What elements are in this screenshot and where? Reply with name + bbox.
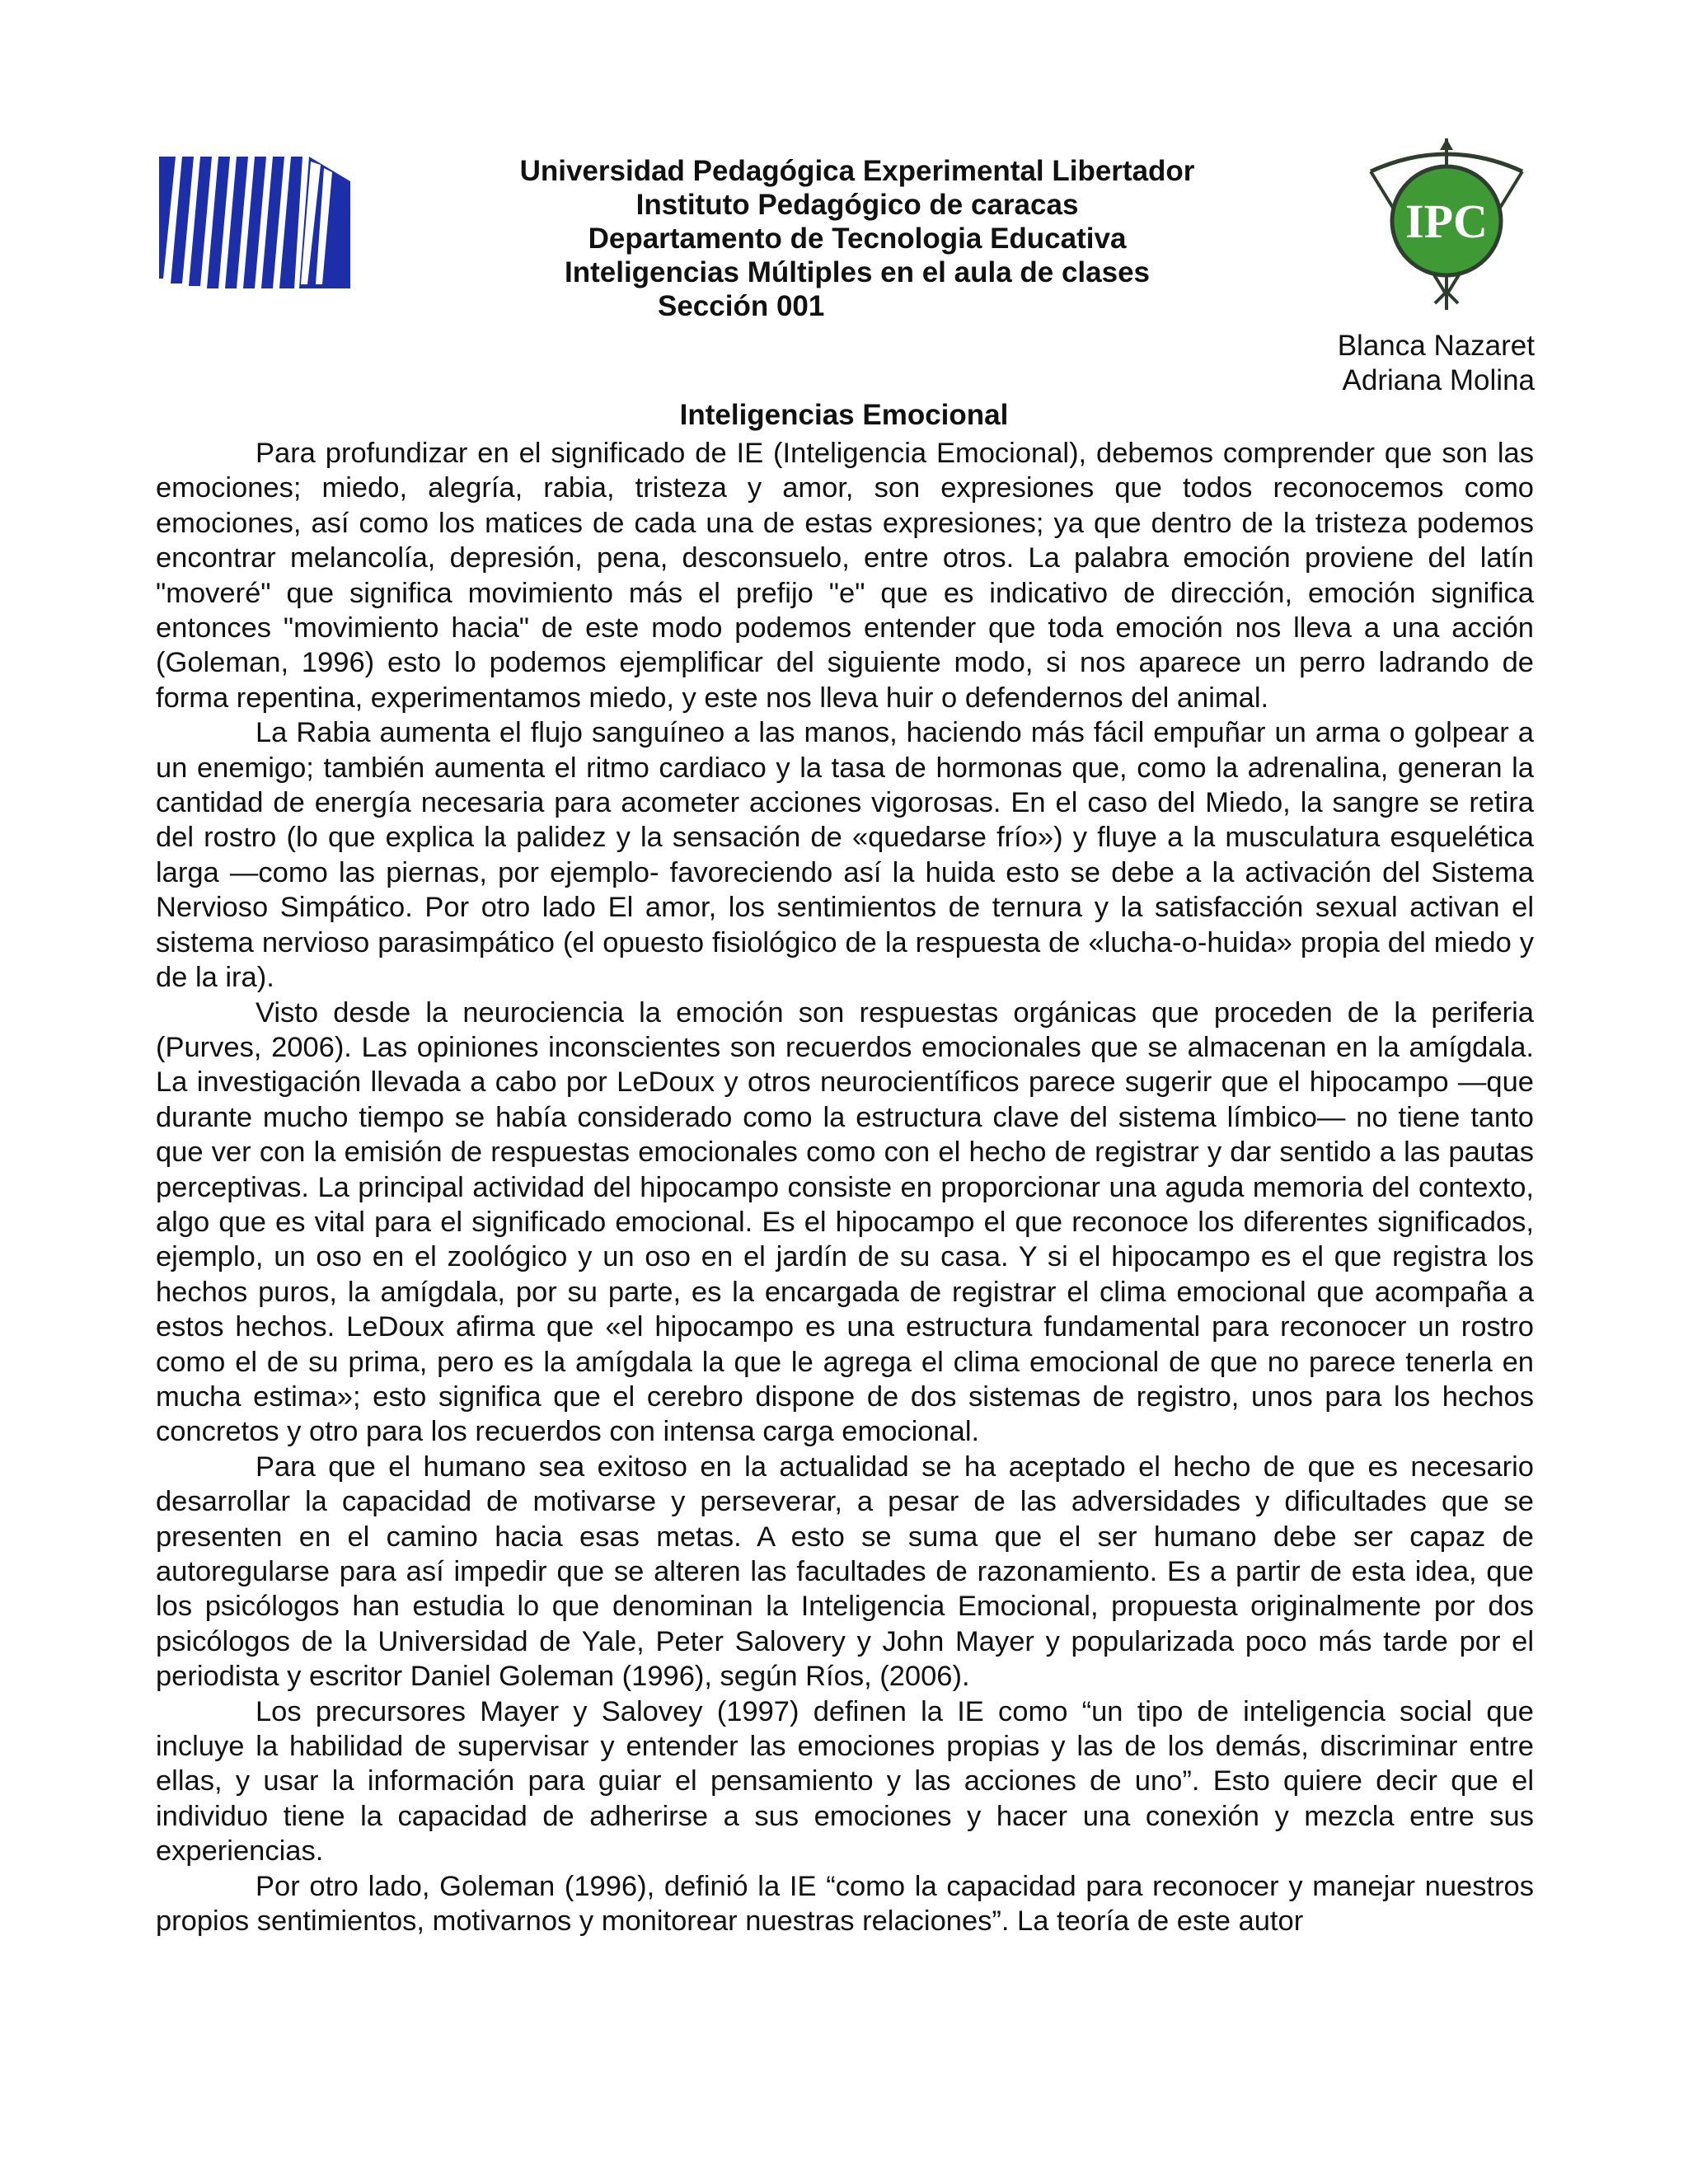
paragraph: La Rabia aumenta el flujo sanguíneo a las manos, haciendo más fácil empuñar un arma o golpear a un enemigo; también aumenta el ritmo cardiaco y la tasa de hormonas que, como la adrenalina, generan la cantidad de energía necesaria para acometer acciones vigorosas. En el caso del Miedo, la sangre se retira del rostro (lo que explica la palidez y la sensación de «quedarse frío») y fluye a la musculatura esquelética larga —como las piernas, por ejemplo- favoreciendo así la huida esto se debe a la activación del Sistema Nervioso Simpático. Por otro lado El amor, los sentimientos de ternura y la satisfacción sexual activan el sistema nervioso parasimpático (el opuesto fisiológico de la respuesta de «lucha-o-huida» propia del miedo y de la ira).	[156, 717, 1534, 994]
header-institute: Instituto Pedagógico de caracas	[635, 189, 1079, 221]
paragraph: Los precursores Mayer y Salovey (1997) definen la IE como “un tipo de inteligencia social que incluye la habilidad de supervisar y entender las emociones propias y las de los demás, discriminar entre ellas, y usar la información para guiar el pensamiento y las acciones de uno”. Esto quiere decir que el individuo tiene la capacidad de adherirse a sus emociones y hacer una conexión y mezcla entre sus experiencias.	[156, 1695, 1534, 1868]
ipc-logo-text: IPC	[1405, 194, 1488, 248]
paragraph: Para que el humano sea exitoso en la actualidad se ha aceptado el hecho de que es necesario desarrollar la capacidad de motivarse y perseverar, a pesar de las adversidades y dificultades que se presenten en el camino hacia esas metas. A esto se suma que el ser humano debe ser capaz de autoregularse para así impedir que se alteren las facultades de razonamiento. Es a partir de esta idea, que los psicólogos han estudia lo que denominan la Inteligencia Emocional, propuesta originalmente por dos psicólogos de la Universidad de Yale, Peter Salovery y John Mayer y popularizada poco más tarde por el periodista y escritor Daniel Goleman (1996), según Ríos, (2006).	[156, 1451, 1534, 1693]
document-title: Inteligencias Emocional	[679, 399, 1009, 431]
header-university: Universidad Pedagógica Experimental Libertador	[519, 155, 1195, 187]
header-section: Sección 001	[658, 290, 825, 322]
header-department: Departamento de Tecnologia Educativa	[588, 223, 1127, 255]
author-name: Blanca Nazaret	[1337, 330, 1535, 362]
paragraph: Por otro lado, Goleman (1996), definió la IE “como la capacidad para reconocer y manejar nuestros propios sentimientos, motivarnos y monitorear nuestras relaciones”. La teoría de este autor	[156, 1870, 1534, 1938]
upel-logo-icon	[159, 157, 350, 288]
paragraph: Para profundizar en el significado de IE (Inteligencia Emocional), debemos comprender que son las emociones; miedo, alegría, rabia, tristeza y amor, son expresiones que todos reconocemos como emociones, así como los matices de cada una de estas expresiones; ya que dentro de la tristeza podemos encontrar melancolía, depresión, pena, desconsuelo, entre otros. La palabra emoción proviene del latín "moveré" que significa movimiento más el prefijo "e" que es indicativo de dirección, emoción significa entonces "movimiento hacia" de este modo podemos entender que toda emoción nos lleva a una acción (Goleman, 1996) esto lo podemos ejemplificar del siguiente modo, si nos aparece un perro ladrando de forma repentina, experimentamos miedo, y este nos lleva huir o defendernos del animal.	[156, 438, 1534, 714]
ipc-logo-icon	[1364, 138, 1529, 310]
authors-block	[1338, 329, 1535, 398]
author-name: Adriana Molina	[1342, 364, 1535, 396]
institution-header	[462, 154, 1253, 323]
document-body	[156, 436, 1534, 1938]
header-course: Inteligencias Múltiples en el aula de clases	[565, 256, 1150, 288]
paragraph: Visto desde la neurociencia la emoción son respuestas orgánicas que proceden de la periferia (Purves, 2006). Las opiniones inconscientes son recuerdos emocionales que se almacenan en la amígdala. La investigación llevada a cabo por LeDoux y otros neurocientíficos parece sugerir que el hipocampo —que durante mucho tiempo se había considerado como la estructura clave del sistema límbico— no tiene tanto que ver con la emisión de respuestas emocionales como con el hecho de registrar y dar sentido a las pautas perceptivas. La principal actividad del hipocampo consiste en proporcionar una aguda memoria del contexto, algo que es vital para el significado emocional. Es el hipocampo el que reconoce los diferentes significados, ejemplo, un oso en el zoológico y un oso en el jardín de su casa. Y si el hipocampo es el que registra los hechos puros, la amígdala, por su parte, es la encargada de registrar el clima emocional que acompaña a estos hechos. LeDoux afirma que «el hipocampo es una estructura fundamental para reconocer un rostro como el de su prima, pero es la amígdala la que le agrega el clima emocional de que no parece tenerla en mucha estima»; esto significa que el cerebro dispone de dos sistemas de registro, unos para los hechos concretos y otro para los recuerdos con intensa carga emocional.	[156, 996, 1534, 1448]
